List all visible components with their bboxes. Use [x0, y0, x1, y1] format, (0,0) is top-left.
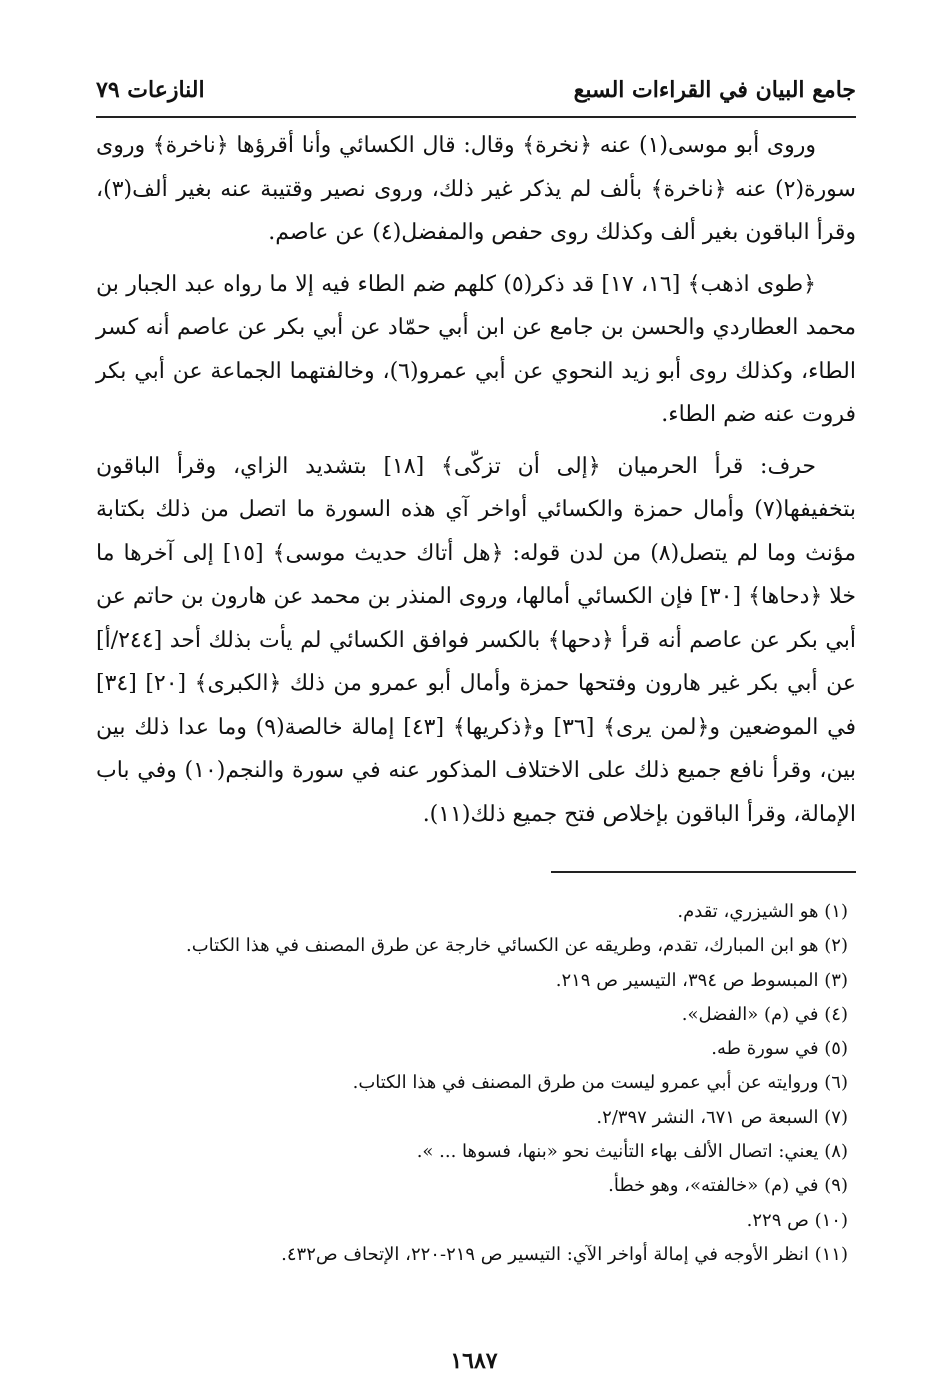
footnote-rule — [551, 871, 856, 873]
footnote-5: (٥) في سورة طه. — [711, 1038, 848, 1060]
footnote-10: (١٠) ص ٢٢٩. — [746, 1209, 848, 1231]
main-text — [96, 124, 856, 844]
paragraph-2: ﴿طوى اذهب﴾ [١٦، ١٧] قد ذكر(٥) كلهم ضم الطاء فيه إلا ما رواه عبد الجبار بن محمد العطاردي والحسن بن جامع عن ابن أبي حمّاد عن أبي بكر عن عاصم أنه كسر الطاء، وكذلك روى أبو زيد النحوي عن أبي عمرو(٦)، وخالفتهما الجماعة عن أبي بكر فروت عنه ضم الطاء. — [96, 271, 856, 427]
footnote-2: (٢) هو ابن المبارك، تقدم، وطريقه عن الكسائي خارجة عن طرق المصنف في هذا الكتاب. — [185, 935, 848, 957]
footnote-9: (٩) في (م) «خالفته»، وهو خطأ. — [608, 1175, 848, 1197]
footnote-7: (٧) السبعة ص ٦٧١، النشر ٢/٣٩٧. — [596, 1106, 848, 1128]
paragraph-1: وروى أبو موسى(١) عنه ﴿نخرة﴾ وقال: قال الكسائي وأنا أقرؤها ﴿ناخرة﴾ وروى سورة(٢) عنه ﴿ناخرة﴾ بألف لم يذكر غير ذلك، وروى نصير وقتيبة عنه بغير ألف(٣)، وقرأ الباقون بغير ألف وكذلك روى حفص والمفضل(٤) عن عاصم. — [96, 133, 856, 245]
surah-page-label: النازعات ٧٩ — [96, 77, 205, 103]
footnote-1: (١) هو الشيزري، تقدم. — [677, 901, 848, 922]
paragraph-3: حرف: قرأ الحرميان ﴿إلى أن تزكّى﴾ [١٨] بتشديد الزاي، وقرأ الباقون بتخفيفها(٧) وأمال حمزة والكسائي أواخر آي هذه السورة ما اتصل من ذلك بكتابة مؤنث وما لم يتصل(٨) من لدن قوله: ﴿هل أتاك حديث موسى﴾ [١٥] إلى آخرها ما خلا ﴿دحاها﴾ [٣٠] فإن الكسائي أمالها، وروى المنذر بن محمد عن هارون بن حاتم عن أبي بكر عن عاصم أنه قرأ ﴿دحها﴾ بالكسر فوافق الكسائي لم يأت بذلك أحد [٢٤٤/أ] عن أبي بكر غير هارون وفتحها حمزة وأمال أبو عمرو من ذلك ﴿الكبرى﴾ [٢٠] [٣٤] في الموضعين و﴿لمن يرى﴾ [٣٦] و﴿ذكريها﴾ [٤٣] إمالة خالصة(٩) وما عدا ذلك بين بين، وقرأ نافع جميع ذلك على الاختلاف المذكور عنه في سورة والنجم(١٠) وفي باب الإمالة، وقرأ الباقون بإخلاص فتح جميع ذلك(١١). — [96, 453, 857, 827]
footnote-3: (٣) المبسوط ص ٣٩٤، التيسير ص ٢١٩. — [555, 969, 848, 991]
book-title: جامع البيان في القراءات السبع — [573, 77, 856, 103]
footnotes — [96, 895, 848, 1272]
page-number: ١٦٨٧ — [450, 1348, 498, 1374]
footnote-6: (٦) وروايته عن أبي عمرو ليست من طرق المصنف في هذا الكتاب. — [352, 1072, 848, 1094]
footnote-11: (١١) انظر الأوجه في إمالة أواخر الآي: التيسير ص ٢١٩-٢٢٠، الإتحاف ص٤٣٢. — [281, 1243, 848, 1265]
running-header — [96, 70, 856, 110]
header-rule — [96, 116, 856, 118]
footnote-8: (٨) يعني: اتصال الألف بهاء التأنيث نحو «بنها، فسوها ... ». — [416, 1141, 848, 1163]
footnote-4: (٤) في (م) «الفضل». — [681, 1003, 848, 1025]
